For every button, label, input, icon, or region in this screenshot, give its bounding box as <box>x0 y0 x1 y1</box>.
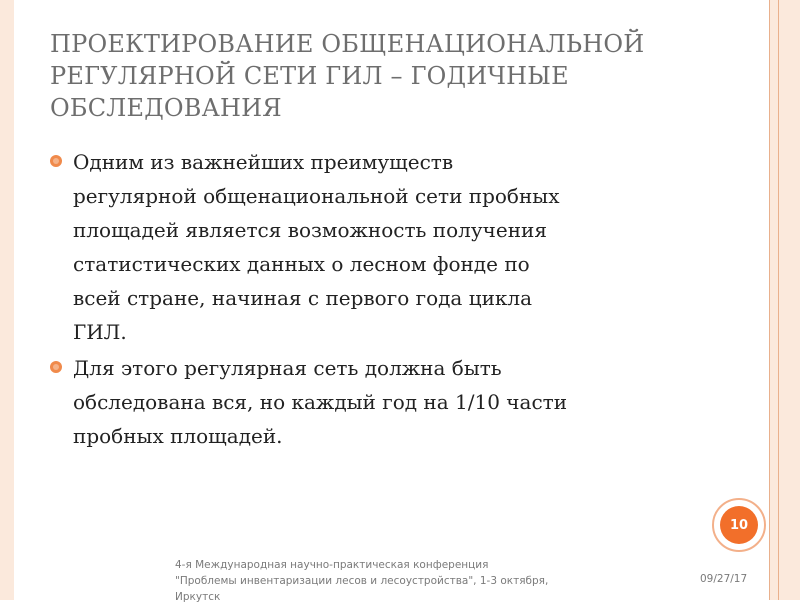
page-number-badge <box>712 498 766 552</box>
bullet-line: ГИЛ. <box>73 320 127 344</box>
bullet-line: регулярной общенациональной сети пробных <box>73 184 560 208</box>
bullet-line: пробных площадей. <box>73 424 283 448</box>
bullet-line: всей стране, начиная с первого года цикла <box>73 286 533 310</box>
title-line: РЕГУЛЯРНОЙ СЕТИ ГИЛ – ГОДИЧНЫЕ <box>50 62 569 90</box>
slide-footer <box>175 557 655 605</box>
slide-date: 09/27/17 <box>700 573 748 585</box>
bullet-line: Для этого регулярная сеть должна быть <box>73 356 502 380</box>
bullet-item <box>48 145 708 349</box>
bullet-item <box>48 351 708 453</box>
slide-title <box>50 28 750 124</box>
slide-frame-left <box>0 0 14 600</box>
footer-line: 4-я Международная научно-практическая конференция <box>175 559 489 571</box>
footer-line: Иркутск <box>175 591 221 603</box>
title-line: ОБСЛЕДОВАНИЯ <box>50 94 282 122</box>
bullet-line: Одним из важнейших преимуществ <box>73 150 454 174</box>
bullet-list <box>48 145 708 455</box>
title-line: ПРОЕКТИРОВАНИЕ ОБЩЕНАЦИОНАЛЬНОЙ <box>50 30 645 58</box>
bullet-line: статистических данных о лесном фонде по <box>73 252 530 276</box>
slide-frame-right <box>769 0 800 600</box>
bullet-dot-icon <box>50 155 62 167</box>
bullet-dot-icon <box>50 361 62 373</box>
bullet-line: площадей является возможность получения <box>73 218 547 242</box>
bullet-line: обследована вся, но каждый год на 1/10 части <box>73 390 568 414</box>
footer-line: "Проблемы инвентаризации лесов и лесоустройства", 1-3 октября, <box>175 575 549 587</box>
page-number: 10 <box>720 506 758 544</box>
